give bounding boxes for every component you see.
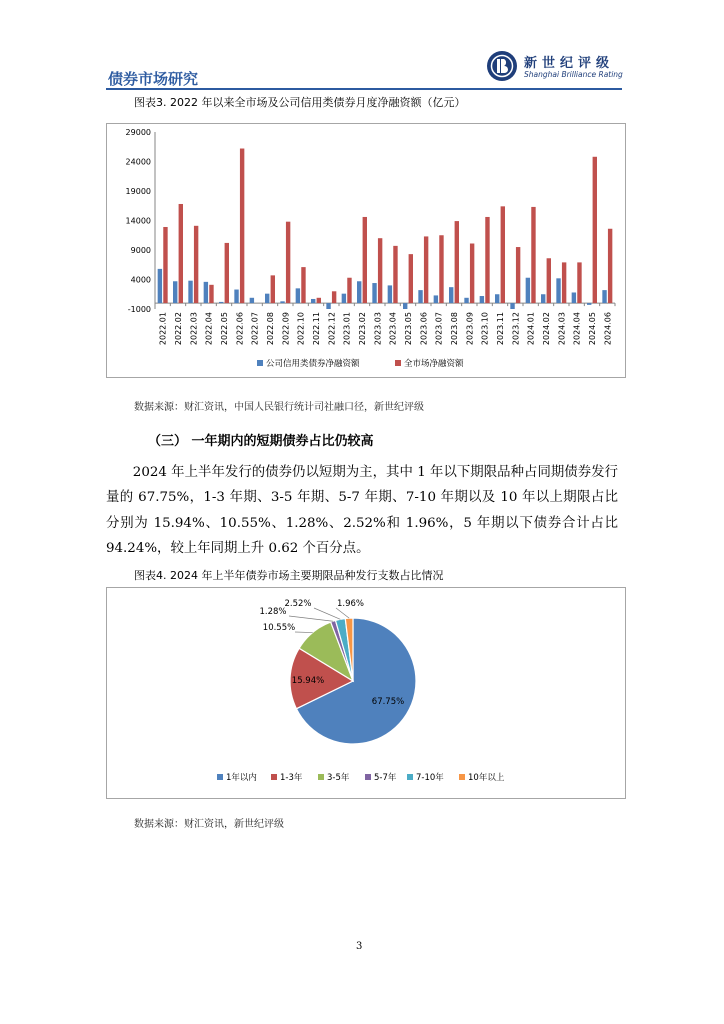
credit-bond-bar — [495, 294, 499, 303]
legend-label: 1年以内 — [226, 773, 257, 783]
credit-bond-bar — [326, 303, 330, 309]
x-tick-label: 2023.11 — [496, 312, 505, 346]
x-tick-label: 2022.05 — [220, 312, 229, 346]
header-divider — [106, 88, 622, 90]
credit-bond-bar — [265, 294, 269, 303]
credit-bond-bar — [434, 295, 438, 303]
legend-label: 3-5年 — [327, 773, 350, 783]
x-tick-label: 2022.09 — [281, 312, 291, 346]
y-tick-label: 14000 — [125, 216, 151, 226]
x-tick-label: 2023.04 — [388, 312, 398, 346]
pie-leader-line — [314, 608, 340, 619]
market-bar — [470, 244, 474, 304]
x-tick-label: 2024.04 — [572, 312, 582, 346]
pie-data-label: 10.55% — [262, 623, 296, 633]
x-tick-label: 2022.06 — [235, 312, 245, 346]
logo-english-name: Shanghai Brilliance Rating — [524, 70, 623, 79]
legend-label: 5-7年 — [374, 773, 397, 783]
legend-label: 7-10年 — [416, 773, 444, 783]
pie-data-label: 1.28% — [259, 607, 287, 617]
header-section-title: 债券市场研究 — [108, 70, 199, 88]
figure4-source: 数据来源：财汇资讯，新世纪评级 — [134, 819, 284, 830]
credit-bond-bar — [418, 290, 422, 303]
market-bar — [577, 262, 581, 303]
market-bar — [439, 235, 443, 303]
legend-swatch — [257, 360, 263, 366]
market-bar — [240, 149, 244, 304]
x-tick-label: 2023.05 — [404, 312, 413, 346]
x-tick-label: 2024.03 — [557, 312, 567, 346]
y-tick-label: 9000 — [130, 246, 151, 255]
market-bar — [531, 207, 535, 303]
credit-bond-bar — [526, 278, 530, 303]
market-bar — [393, 246, 397, 303]
market-bar — [301, 267, 305, 303]
market-bar — [163, 227, 167, 303]
figure3-chart-frame — [106, 123, 626, 378]
market-bar — [593, 157, 597, 303]
x-tick-label: 2023.08 — [450, 312, 459, 346]
y-tick-label: 4000 — [130, 275, 151, 285]
credit-bond-bar — [556, 278, 560, 303]
credit-bond-bar — [587, 303, 591, 305]
legend-swatch — [271, 774, 277, 780]
y-tick-label: 19000 — [125, 187, 151, 196]
x-tick-label: 2022.08 — [266, 312, 275, 346]
market-bar — [501, 206, 505, 303]
x-tick-label: 2024.02 — [542, 312, 551, 346]
credit-bond-bar — [234, 290, 238, 304]
credit-bond-bar — [602, 290, 606, 303]
market-bar — [286, 222, 290, 303]
legend-swatch — [318, 774, 324, 780]
market-bar — [608, 229, 612, 303]
x-tick-label: 2022.12 — [327, 312, 337, 346]
credit-bond-bar — [372, 283, 376, 303]
market-bar — [455, 221, 459, 303]
market-bar — [363, 217, 367, 303]
figure3-caption: 图表3. 2022 年以来全市场及公司信用类债券月度净融资额（亿元） — [134, 96, 466, 109]
market-bar — [516, 247, 520, 303]
x-tick-label: 2024.05 — [588, 312, 597, 346]
y-tick-label: -1000 — [127, 305, 151, 314]
credit-bond-bar — [280, 301, 284, 303]
x-tick-label: 2022.01 — [158, 312, 168, 346]
body-paragraph: 2024 年上半年发行的债券仍以短期为主，其中 1 年以下期限品种占同期债券发行量的 67.75%，1-3 年期、3-5 年期、5-7 年期、7-10 年期以及 10 年以上期限占比分别为 15.94%、10.55%、1.28%、2.52%和 1.96%，5 年期以下债券合计占比 94.24%，较上年同期上升 0.62 个百分点。 — [106, 465, 618, 557]
x-tick-label: 2023.10 — [480, 312, 490, 346]
market-bar — [547, 258, 551, 303]
market-bar — [317, 298, 321, 303]
x-tick-label: 2024.06 — [603, 312, 613, 346]
legend-label: 10年以上 — [468, 773, 505, 783]
market-bar — [209, 285, 213, 303]
x-tick-label: 2023.03 — [373, 312, 383, 346]
credit-bond-bar — [219, 302, 223, 303]
x-tick-label: 2022.04 — [204, 312, 214, 346]
net-financing-bar-chart — [107, 124, 625, 377]
x-tick-label: 2024.01 — [526, 312, 536, 346]
credit-bond-bar — [403, 303, 407, 309]
x-tick-label: 2022.02 — [174, 312, 183, 346]
figure4-caption: 图表4. 2024 年上半年债券市场主要期限品种发行支数占比情况 — [134, 569, 444, 582]
credit-bond-bar — [388, 285, 392, 303]
credit-bond-bar — [541, 294, 545, 303]
x-tick-label: 2022.11 — [312, 312, 321, 346]
credit-bond-bar — [296, 288, 300, 303]
y-tick-label: 29000 — [125, 128, 151, 137]
x-tick-label: 2023.06 — [419, 312, 429, 346]
legend-swatch — [459, 774, 465, 780]
credit-bond-bar — [342, 294, 346, 303]
credit-bond-bar — [480, 296, 484, 303]
maturity-share-pie-chart — [107, 588, 625, 798]
market-bar — [332, 291, 336, 303]
x-tick-label: 2022.03 — [189, 312, 199, 346]
pie-data-label: 1.96% — [337, 599, 365, 609]
legend-label: 1-3年 — [280, 773, 303, 783]
credit-bond-bar — [158, 269, 162, 303]
legend-swatch — [365, 774, 371, 780]
market-bar — [225, 243, 229, 303]
x-tick-label: 2023.07 — [434, 312, 444, 346]
market-bar — [378, 238, 382, 303]
market-bar — [485, 217, 489, 303]
market-bar — [271, 275, 275, 303]
pie-data-label: 67.75% — [371, 697, 405, 707]
page-number: 3 — [356, 941, 363, 952]
pie-data-label: 15.94% — [291, 676, 325, 686]
credit-bond-bar — [510, 303, 514, 309]
legend-swatch — [395, 360, 401, 366]
credit-bond-bar — [449, 287, 453, 303]
brilliance-logo-icon — [486, 50, 518, 82]
logo-chinese-name: 新世纪评级 — [524, 56, 615, 71]
credit-bond-bar — [311, 299, 315, 303]
market-bar — [424, 236, 428, 303]
legend-label: 全市场净融资额 — [404, 359, 464, 369]
credit-bond-bar — [464, 298, 468, 303]
credit-bond-bar — [572, 292, 576, 303]
section-heading: （三） 一年期内的短期债券占比仍较高 — [148, 434, 374, 449]
market-bar — [562, 262, 566, 303]
x-tick-label: 2023.02 — [358, 312, 367, 346]
x-tick-label: 2023.01 — [342, 312, 352, 346]
pie-leader-line — [289, 616, 333, 621]
credit-bond-bar — [188, 281, 192, 303]
credit-bond-bar — [173, 281, 177, 303]
credit-bond-bar — [250, 298, 254, 303]
legend-swatch — [217, 774, 223, 780]
credit-bond-bar — [204, 282, 208, 303]
x-tick-label: 2022.07 — [250, 312, 260, 346]
figure4-chart-frame — [106, 587, 626, 799]
credit-bond-bar — [357, 281, 361, 303]
figure3-source: 数据来源：财汇资讯，中国人民银行统计司社融口径，新世纪评级 — [134, 402, 424, 413]
market-bar — [194, 226, 198, 303]
legend-label: 公司信用类债券净融资额 — [266, 359, 360, 369]
x-tick-label: 2023.12 — [511, 312, 521, 346]
market-bar — [179, 204, 183, 303]
pie-leader-line — [295, 632, 313, 633]
legend-swatch — [407, 774, 413, 780]
x-tick-label: 2023.09 — [465, 312, 475, 346]
y-tick-label: 24000 — [125, 157, 151, 167]
market-bar — [347, 278, 351, 303]
pie-leader-line — [336, 608, 349, 618]
pie-data-label: 2.52% — [284, 599, 312, 609]
x-tick-label: 2022.10 — [296, 312, 306, 346]
market-bar — [409, 254, 413, 303]
